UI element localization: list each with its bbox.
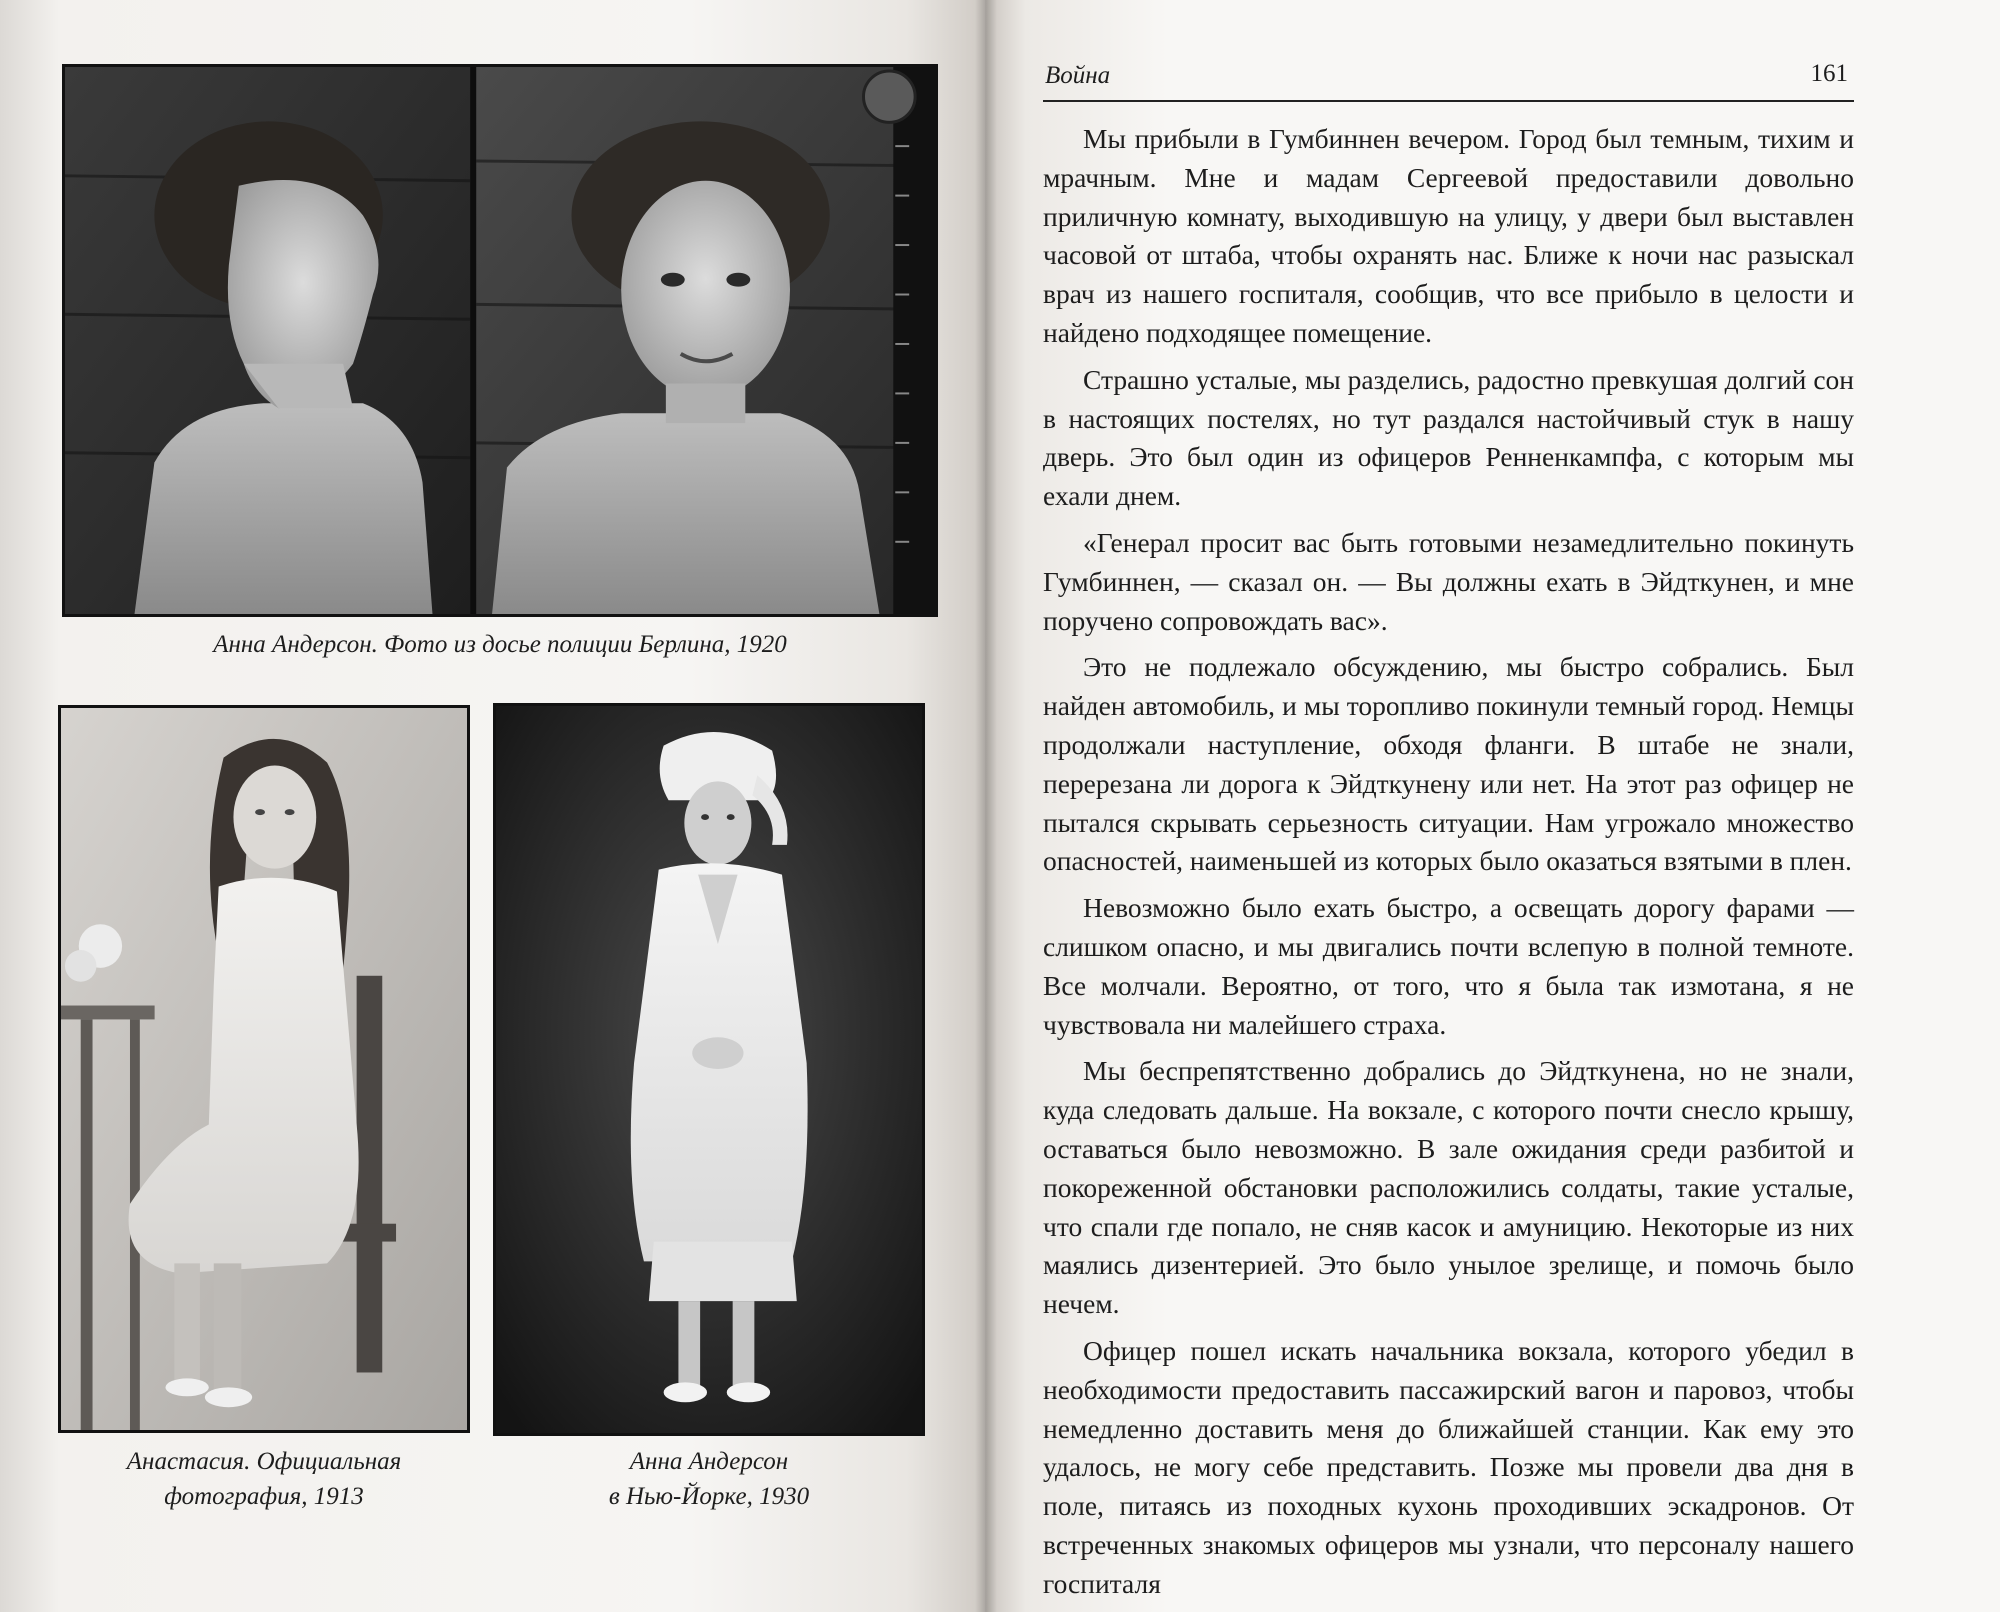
paragraph: Невозможно было ехать быстро, а освещать дорогу фарами — слишком опасно, и мы двигались почти вслепую в полной темноте. Все молчали. Вероятно, от того, что я была так измотана, я не чувствовала ни малейшего страха. bbox=[1043, 892, 1854, 1040]
caption-ny-line1: Анна Андерсон bbox=[629, 1448, 789, 1475]
paragraph: Это не подлежало обсуждению, мы быстро собрались. Был найден автомобиль, и мы торопливо покинули темный город. Немцы продолжали наступление, обходя фланги. В штабе не знали, перерезана ли дорога к Эйдткунену или нет. На этот раз офицер не пытался скрывать серьезность ситуации. Нам угрожало множество опасностей, наименьшей из которых было оказаться взятыми в плен. bbox=[1043, 651, 1854, 877]
paragraph: Мы беспрепятственно добрались до Эйдткунена, но не знали, куда следовать дальше. На вокзале, с которого почти снесло крышу, оставаться было невозможно. В зале ожидания среди разбитой и покореженной обстановки расположились солдаты, такие усталые, что спали где попало, не сняв касок и амуницию. Некоторые из них маялись дизентерией. Это было унылое зрелище, и помочь было нечем. bbox=[1043, 1055, 1854, 1320]
paragraph: Офицер пошел искать начальника вокзала, которого убедил в необходимости предоставить пассажирский вагон и паровоз, чтобы немедленно доставить меня до ближайшей станции. Как ему это удалось, не могу себе представить. Позже мы провели два дня в поле, питаясь из походных кухонь проходивших эскадронов. От встреченных знакомых офицеров мы узнали, что персоналу нашего госпиталя bbox=[1043, 1334, 1854, 1599]
caption-new-york-photo bbox=[493, 1445, 925, 1514]
paragraph: Страшно усталые, мы разделись, радостно превкушая долгий сон в настоящих постелях, но тут раздался настойчивый стук в нашу дверь. Это был один из офицеров Ренненкампфа, с которым мы ехали днем. bbox=[1043, 363, 1854, 512]
paragraph: «Генерал просит вас быть готовыми незамедлительно покинуть Гумбиннен, — сказал он. — Вы должны ехать в Эйдткунен, и мне поручено сопровождать вас». bbox=[1043, 526, 1854, 636]
photo-anna-anderson-new-york bbox=[493, 703, 925, 1436]
caption-anastasia-line2: фотография, 1913 bbox=[164, 1482, 364, 1510]
caption-anastasia-line1: Анастасия. Официальная bbox=[126, 1448, 402, 1475]
photo-anastasia-official bbox=[58, 705, 470, 1433]
caption-berlin-photo bbox=[62, 628, 938, 663]
running-head bbox=[1043, 60, 1854, 102]
body-text bbox=[1043, 120, 1854, 1611]
chapter-title: Война bbox=[1045, 62, 1111, 89]
page-number: 161 bbox=[1810, 60, 1848, 87]
caption-anastasia-photo bbox=[58, 1445, 470, 1514]
book-gutter bbox=[975, 0, 997, 1612]
caption-berlin-text: Анна Андерсон. Фото из досье полиции Берлина, 1920 bbox=[213, 631, 787, 658]
caption-ny-line2: в Нью-Йорке, 1930 bbox=[608, 1482, 810, 1510]
paragraph: Мы прибыли в Гумбиннен вечером. Город был темным, тихим и мрачным. Мне и мадам Сергеевой предоставили довольно приличную комнату, выходившую на улицу, у двери был выставлен часовой от штаба, чтобы охранять нас. Ближе к ночи нас разыскал врач из нашего госпиталя, сообщив, что все прибыло в целости и найдено подходящее помещение. bbox=[1043, 123, 1854, 348]
photo-berlin-police-dossier bbox=[62, 64, 938, 617]
